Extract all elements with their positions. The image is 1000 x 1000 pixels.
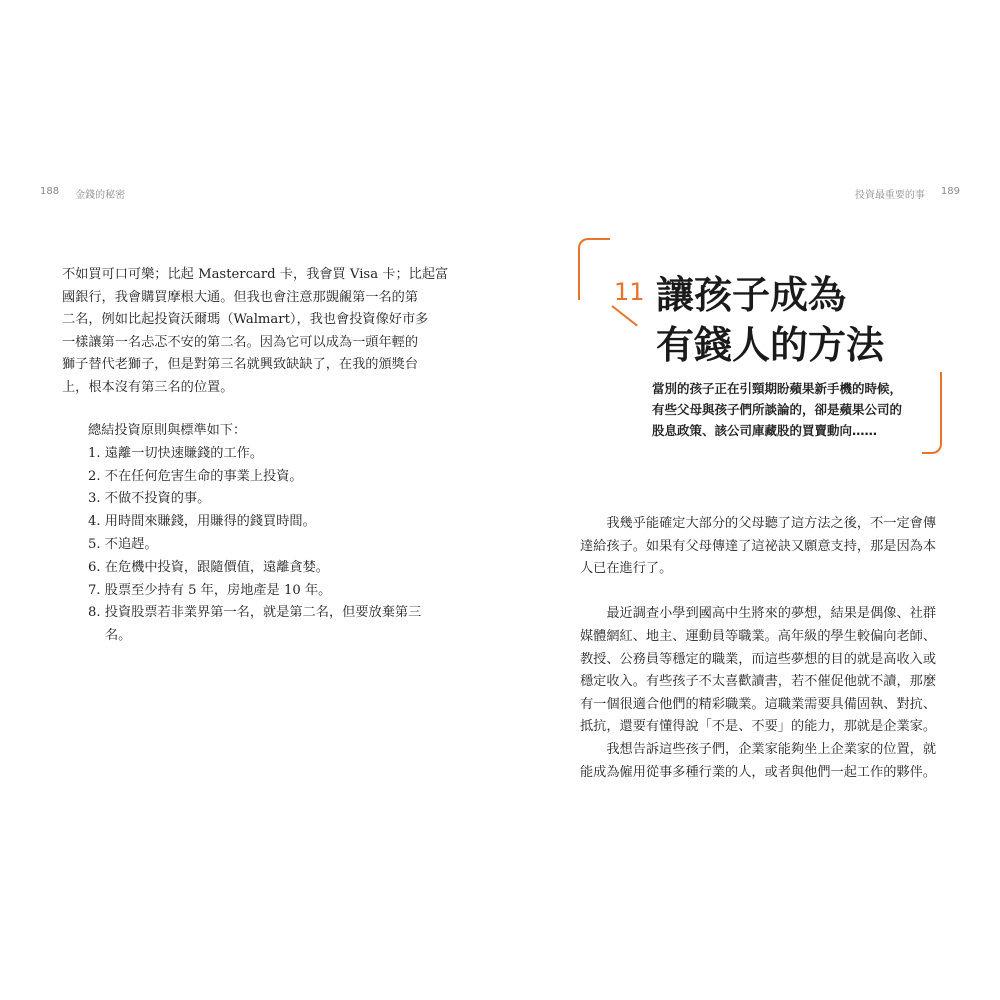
chapter-title bbox=[656, 270, 884, 370]
text-line: 人已在進行了。 bbox=[580, 561, 673, 577]
list-item: 2. 不在任何危害生命的事業上投資。 bbox=[88, 468, 303, 484]
chapter-title-line: 有錢人的方法 bbox=[656, 322, 885, 367]
list-item: 3. 不做不投資的事。 bbox=[88, 491, 211, 507]
text-line: 不如買可口可樂；比起 Mastercard 卡，我會買 Visa 卡；比起富 bbox=[62, 267, 449, 282]
text-line: 國銀行，我會購買摩根大通。但我也會注意那覬覦第一名的第 bbox=[62, 289, 419, 305]
list-item: 8. 投資股票若非業界第一名，就是第二名，但要放棄第三 bbox=[88, 605, 422, 621]
right-body-text bbox=[580, 513, 936, 784]
text-line: 抵抗，還要有懂得說「不是、不要」的能力，那就是企業家。 bbox=[580, 719, 937, 735]
left-paragraph bbox=[62, 264, 448, 400]
text-line: 二名，例如比起投資沃爾瑪（Walmart），我也會投資像好市多 bbox=[62, 312, 429, 328]
chapter-lead bbox=[652, 378, 902, 441]
text-line: 我想告訴這些孩子們，企業家能夠坐上企業家的位置，就 bbox=[580, 741, 937, 757]
list-item: 1. 遠離一切快速賺錢的工作。 bbox=[88, 445, 264, 461]
chapter-frame-top-left bbox=[578, 238, 610, 300]
left-page-number: 188 bbox=[40, 186, 60, 197]
list-item: 7. 股票至少持有 5 年，房地產是 10 年。 bbox=[88, 582, 332, 598]
left-page-header bbox=[40, 186, 125, 201]
lead-line: 當別的孩子正在引頸期盼蘋果新手機的時候， bbox=[652, 381, 903, 396]
text-line: 穩定收入。有些孩子不太喜歡讀書，若不催促他就不讀，那麼 bbox=[580, 674, 937, 690]
right-page-header bbox=[855, 186, 960, 201]
principles-list bbox=[88, 420, 421, 648]
text-line: 最近調查小學到國高中生將來的夢想，結果是偶像、社群 bbox=[580, 606, 937, 622]
right-page-number: 189 bbox=[940, 186, 960, 197]
text-line: 有一個很適合他們的精彩職業。這職業需要具備固執、對抗、 bbox=[580, 696, 937, 712]
text-line: 我幾乎能確定大部分的父母聽了這方法之後，不一定會傳 bbox=[580, 516, 937, 531]
text-line: 達給孩子。如果有父母傳達了這祕訣又願意支持，那是因為本 bbox=[580, 538, 937, 554]
list-item: 6. 在危機中投資，跟隨價值，遠離貪婪。 bbox=[88, 559, 329, 575]
principles-heading: 總結投資原則與標準如下： bbox=[88, 423, 247, 438]
text-line: 一樣讓第一名忐忑不安的第二名。因為它可以成為一頭年輕的 bbox=[62, 334, 419, 350]
text-line: 媒體網紅、地主、運動員等職業。高年級的學生較偏向老師、 bbox=[580, 628, 937, 644]
text-line: 上，根本沒有第三名的位置。 bbox=[62, 379, 234, 395]
text-line: 獅子替代老獅子，但是對第三名就興致缺缺了，在我的頒獎台 bbox=[62, 357, 419, 373]
principles-items bbox=[88, 443, 421, 648]
paragraph-gap bbox=[580, 581, 936, 604]
chapter-frame-bottom-right bbox=[922, 372, 942, 454]
lead-line: 股息政策、該公司庫藏股的買賣動向…… bbox=[652, 423, 878, 438]
lead-line: 有些父母與孩子們所談論的，卻是蘋果公司的 bbox=[652, 402, 903, 417]
text-line: 能成為僱用從事多種行業的人，或者與他們一起工作的夥伴。 bbox=[580, 764, 937, 780]
chapter-number: 11 bbox=[614, 278, 645, 306]
text-line: 教授、公務員等穩定的職業，而這些夢想的目的就是高收入或 bbox=[580, 651, 937, 667]
list-item: 5. 不追趕。 bbox=[88, 536, 158, 552]
list-item-continuation: 名。 bbox=[105, 628, 132, 644]
list-item: 4. 用時間來賺錢，用賺得的錢買時間。 bbox=[88, 514, 316, 530]
chapter-title-line: 讓孩子成為 bbox=[656, 272, 847, 317]
right-chapter-short: 投資最重要的事 bbox=[854, 190, 925, 201]
left-book-title: 金錢的秘密 bbox=[75, 190, 126, 201]
chapter-diagonal-rule bbox=[611, 305, 637, 326]
